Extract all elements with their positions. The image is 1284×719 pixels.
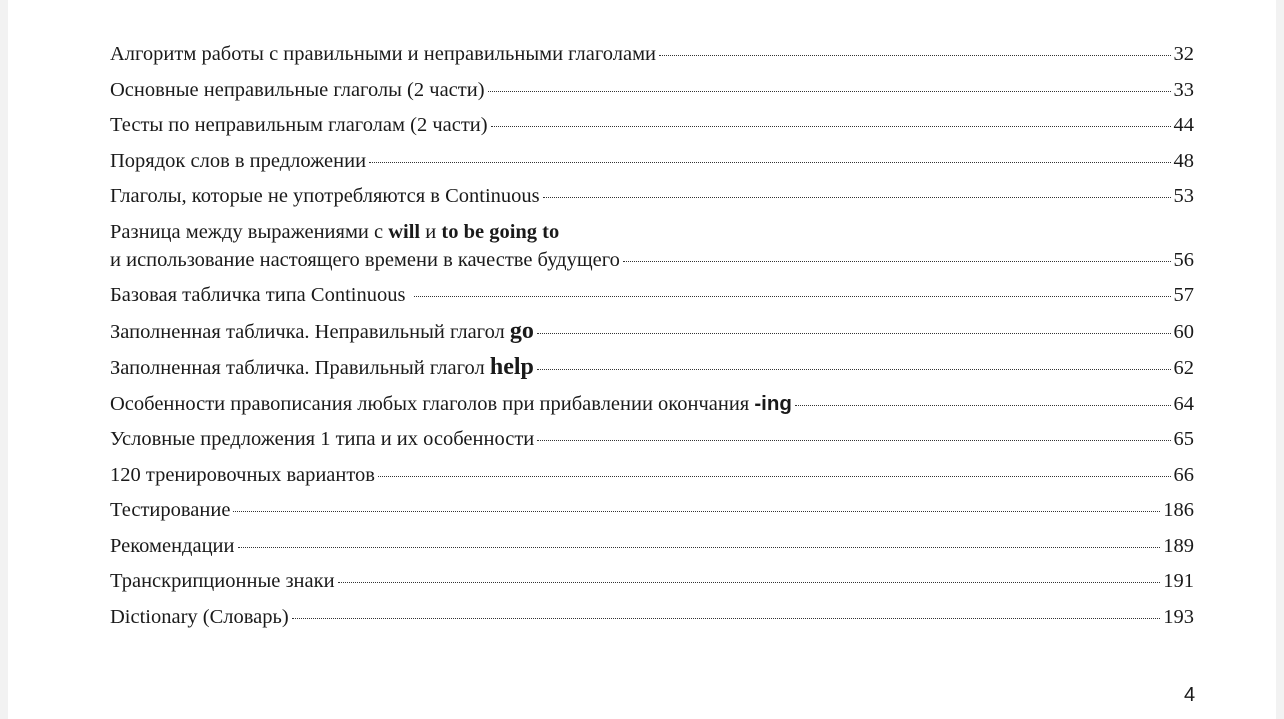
toc-entry-page: 66 [1173,463,1194,486]
toc-entry-page: 33 [1173,78,1194,101]
toc-entry-page: 60 [1173,320,1194,343]
toc-entry-page: 56 [1173,248,1194,271]
toc-entry-title [110,353,534,382]
toc-title-emphasis: to be going to [441,220,560,243]
toc-entry [110,567,1194,595]
toc-entry [110,532,1194,560]
dot-leader [491,126,1171,127]
toc-entry [110,353,1194,382]
toc-entry [110,111,1194,139]
toc-title-text: Особенности правописания любых глаголов при прибавлении окончания [110,392,755,415]
dot-leader [537,369,1171,370]
dot-leader [537,440,1170,441]
toc-entry-title: Глаголы, которые не употребляются в Continuous [110,185,540,207]
toc-entry-title: Тесты по неправильным глаголам (2 части) [110,114,488,136]
dot-leader [488,91,1171,92]
toc-title-emphasis: -ing [754,391,792,415]
toc-entry [110,496,1194,524]
toc-entry [110,603,1194,631]
dot-leader [292,618,1161,619]
dot-leader [338,582,1161,583]
toc-entry [110,425,1194,453]
toc-entry-title: Dictionary (Словарь) [110,605,289,628]
toc-entry-page: 48 [1173,149,1194,172]
toc-entry [110,40,1194,68]
toc-entry-title: 120 тренировочных вариантов [110,463,375,486]
toc-entry [110,317,1194,346]
toc-entry [110,390,1194,418]
toc-entry-title: Транскрипционные знаки [110,570,335,592]
toc-entry-page: 193 [1163,605,1194,628]
toc-title-text: Заполненная табличка. Правильный глагол [110,357,490,379]
toc-entry-page: 191 [1163,570,1194,592]
toc-entry-title: Рекомендации [110,534,235,557]
toc-entry-page: 44 [1173,114,1194,136]
toc-title-text: и [420,220,442,243]
toc-entry-title: Порядок слов в предложении [110,149,367,172]
toc-entry-page: 189 [1163,534,1194,557]
toc-entry-title [110,218,559,246]
toc-entry [110,461,1194,489]
toc-entry-page: 57 [1173,284,1194,306]
toc-entry [110,76,1194,104]
dot-leader [233,511,1160,512]
toc-title-emphasis: help [489,354,534,380]
toc-entry-page: 186 [1163,499,1194,521]
toc-title-emphasis: will [388,220,421,243]
dot-leader [659,55,1170,56]
toc-entry-title-line2: и использование настоящего времени в качестве будущего [110,248,620,271]
toc-entry-page: 64 [1173,392,1194,415]
toc-entry-title: Условные предложения 1 типа и их особенности [110,428,535,450]
toc-entry-title [110,390,792,418]
toc-entry-page: 32 [1173,43,1194,65]
toc-entry-title [110,317,534,346]
toc-entry-multiline [110,218,1194,274]
toc-entry-title: Основные неправильные глаголы (2 части) [110,78,485,101]
toc-title-text: Разница между выражениями с [110,220,389,243]
table-of-contents [110,40,1194,638]
dot-leader [369,162,1170,163]
toc-entry-title: Базовая табличка типа Continuous [110,284,411,306]
dot-leader [543,197,1171,198]
toc-entry-page: 62 [1173,357,1194,379]
page-number: 4 [1184,684,1196,706]
toc-title-emphasis: go [509,317,534,344]
document-page [8,0,1276,719]
dot-leader [238,547,1161,548]
dot-leader [795,405,1171,406]
toc-entry [110,147,1194,175]
dot-leader [414,296,1171,297]
toc-entry [110,182,1194,210]
toc-entry-title: Тестирование [110,499,231,521]
toc-entry [110,281,1194,309]
toc-entry-page: 65 [1173,428,1194,450]
dot-leader [378,476,1171,477]
toc-entry-title: Алгоритм работы с правильными и неправильными глаголами [110,43,657,65]
toc-entry-page: 53 [1173,185,1194,207]
dot-leader [623,261,1171,262]
toc-title-text: Заполненная табличка. Неправильный глагол [110,320,510,343]
dot-leader [537,333,1171,334]
